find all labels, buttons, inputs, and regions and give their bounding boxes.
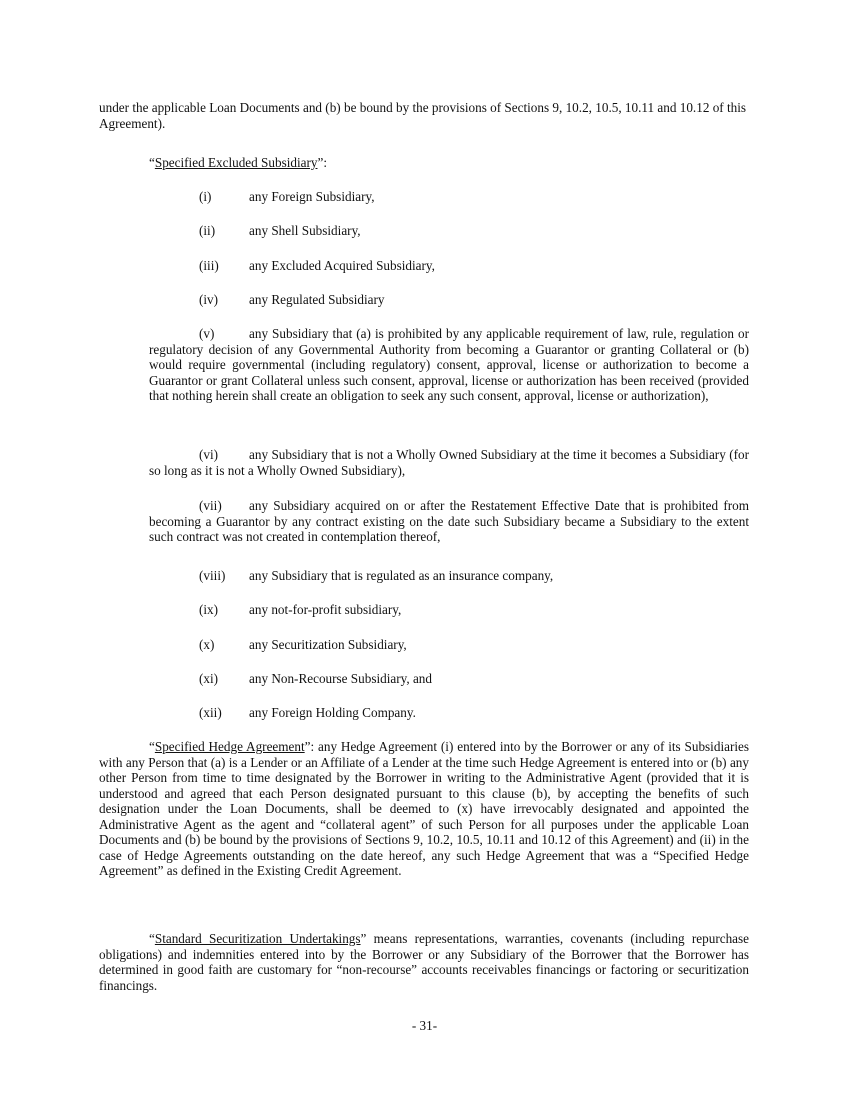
defined-term: Standard Securitization Undertakings [154, 931, 361, 946]
definition-paragraph-specified-hedge-agreement: “Specified Hedge Agreement”: any Hedge Agreement (i) entered into by the Borrower or any of its Subsidiaries with any Person that (a) is a Lender or an Affiliate of a Lender at the time such Hedge Agreement is entered into or (b) any other Person from time to time designated by the Borrower in writing to the Administrative Agent (provided that it is understood and agreed that each Person designated pursuant to this clause (b), by accepting the benefits of such designation under the Loan Documents, shall be deemed to (x) have irrevocably designated and appointed the Administrative Agent as the agent and “collateral agent” of such Person for all purposes under the applicable Loan Documents and (b) be bound by the provisions of Sections 9, 10.2, 10.5, 10.11 and 10.12 of this Agreement) and (ii) in the case of Hedge Agreements outstanding on the date hereof, any such Hedge Agreement that was a “Specified Hedge Agreement” as defined in the Existing Credit Agreement. [99, 739, 750, 878]
list-item: (x) any Securitization Subsidiary, [199, 637, 407, 652]
list-item: (i) any Foreign Subsidiary, [199, 189, 375, 204]
list-item: (xi) any Non-Recourse Subsidiary, and [199, 671, 432, 686]
continuation-paragraph: under the applicable Loan Documents and (b) be bound by the provisions of Sections 9, 10.2, 10.5, 10.11 and 10.12 of this Agreement). [99, 100, 747, 131]
page-number: - 31- [411, 1018, 438, 1033]
list-item: (vi) any Subsidiary that is not a Wholly Owned Subsidiary at the time it becomes a Subsidiary (for so long as it is not a Wholly Owned Subsidiary), [149, 447, 749, 478]
defined-term: Specified Hedge Agreement [154, 739, 305, 754]
definition-paragraph-standard-securitization-undertakings: “Standard Securitization Undertakings” means representations, warranties, covenants (including repurchase obligations) and indemnities entered into by the Borrower or any Subsidiary of the Borrower that the Borrower has determined in good faith are customary for “non-recourse” accounts receivables financings or factoring or securitization financings. [99, 931, 749, 993]
list-item: (iv) any Regulated Subsidiary [199, 292, 385, 307]
defined-term: Specified Excluded Subsidiary [154, 155, 318, 170]
definition-heading-specified-excluded-subsidiary: “Specified Excluded Subsidiary”: [149, 155, 327, 170]
list-item: (xii) any Foreign Holding Company. [199, 705, 416, 720]
list-item: (viii) any Subsidiary that is regulated as an insurance company, [199, 568, 554, 583]
list-item: (ii) any Shell Subsidiary, [199, 223, 361, 238]
list-item: (vii) any Subsidiary acquired on or after the Restatement Effective Date that is prohibited from becoming a Guarantor by any contract existing on the date such Subsidiary became a Subsidiary to the extent such contract was not created in contemplation thereof, [149, 498, 749, 544]
list-item: (iii) any Excluded Acquired Subsidiary, [199, 258, 435, 273]
list-item: (ix) any not-for-profit subsidiary, [199, 602, 402, 617]
list-item: (v) any Subsidiary that (a) is prohibited by any applicable requirement of law, rule, regulation or regulatory decision of any Governmental Authority from becoming a Guarantor or granting Collateral or (b) would require governmental (including regulatory) consent, approval, license or authorization to become a Guarantor or grant Collateral unless such consent, approval, license or authorization has been received (provided that nothing herein shall create an obligation to seek any such consent, approval, license or authorization), [149, 326, 749, 403]
